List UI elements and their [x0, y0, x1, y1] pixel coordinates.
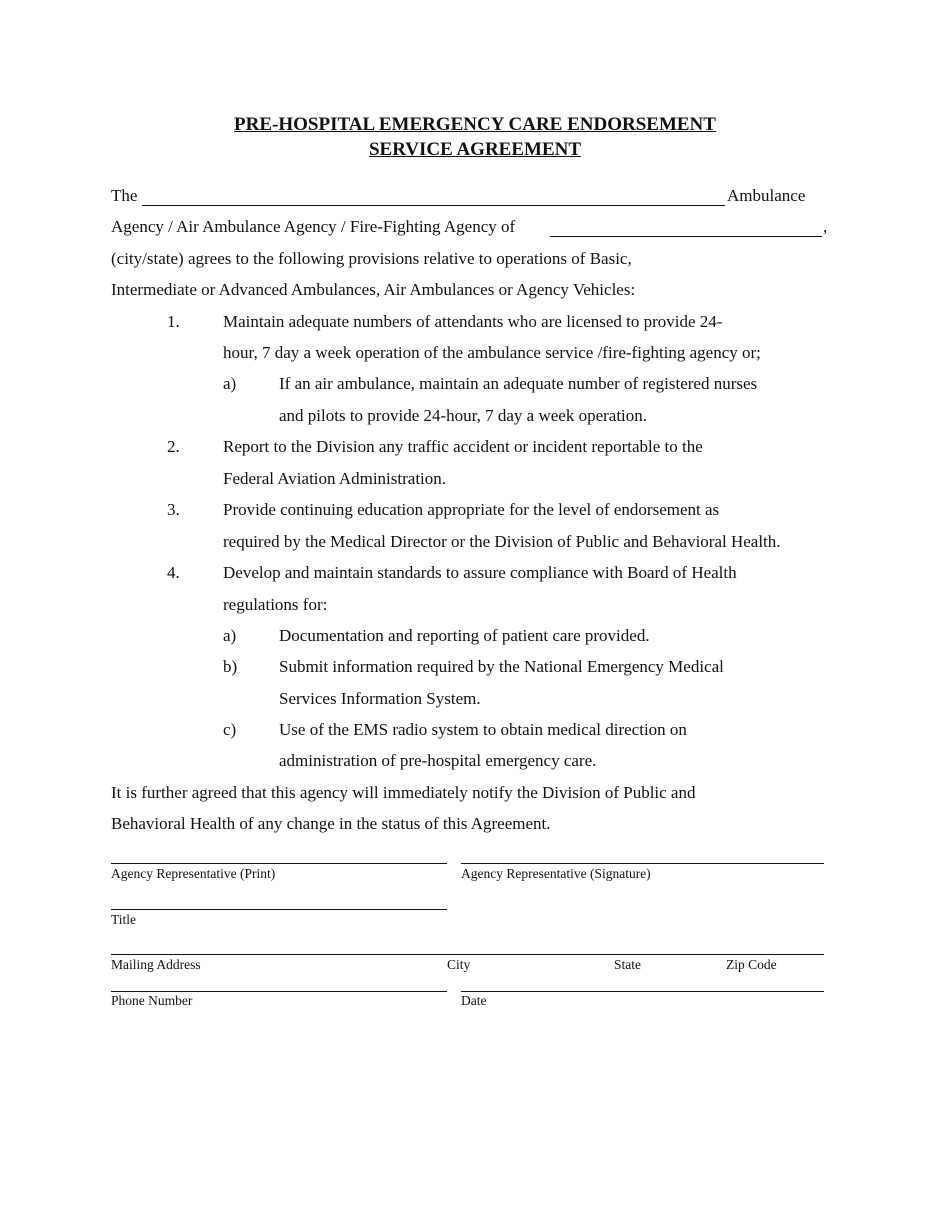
city-label: City [447, 957, 471, 972]
item-3-line1: Provide continuing education appropriate for the level of endorsement as [223, 500, 720, 519]
address-line[interactable] [111, 954, 824, 955]
rep-print-line[interactable] [111, 863, 447, 864]
item-1a-line2: and pilots to provide 24-hour, 7 day a week operation. [279, 406, 648, 425]
document-title-line2: SERVICE AGREEMENT [368, 139, 582, 160]
rep-signature-label: Agency Representative (Signature) [461, 866, 651, 881]
item-4-line2: regulations for: [223, 595, 328, 614]
rep-signature-line[interactable] [461, 863, 824, 864]
item-1-line2: hour, 7 day a week operation of the ambulance service /fire-fighting agency or; [223, 343, 761, 362]
item-4-number: 4. [167, 563, 180, 582]
item-4a-line1: Documentation and reporting of patient care provided. [279, 626, 650, 645]
agency-name-blank[interactable] [142, 205, 725, 206]
document-title-line1: PRE-HOSPITAL EMERGENCY CARE ENDORSEMENT [234, 114, 716, 135]
state-label: State [614, 957, 641, 972]
item-2-line1: Report to the Division any traffic accident or incident reportable to the [223, 437, 703, 456]
title-label: Title [111, 912, 137, 927]
item-4-line1: Develop and maintain standards to assure compliance with Board of Health [223, 563, 737, 582]
item-1-line1: Maintain adequate numbers of attendants who are licensed to provide 24- [223, 312, 723, 331]
intro-line2: Agency / Air Ambulance Agency / Fire-Fighting Agency of [111, 217, 516, 236]
rep-print-label: Agency Representative (Print) [111, 866, 276, 881]
item-2-line2: Federal Aviation Administration. [223, 469, 447, 488]
intro-comma: , [823, 217, 828, 236]
intro-ambulance: Ambulance [727, 186, 806, 205]
phone-line[interactable] [111, 991, 447, 992]
title-line[interactable] [111, 909, 447, 910]
item-4b-label: b) [223, 657, 238, 676]
item-1a-line1: If an air ambulance, maintain an adequate number of registered nurses [279, 374, 758, 393]
city-state-blank[interactable] [550, 236, 822, 237]
item-4b-line1: Submit information required by the National Emergency Medical [279, 657, 724, 676]
closing-line2: Behavioral Health of any change in the status of this Agreement. [111, 814, 551, 833]
item-4b-line2: Services Information System. [279, 689, 481, 708]
item-3-line2: required by the Medical Director or the Division of Public and Behavioral Health. [223, 532, 781, 551]
item-3-number: 3. [167, 500, 180, 519]
date-label: Date [461, 993, 487, 1008]
mailing-address-label: Mailing Address [111, 957, 201, 972]
item-4c-label: c) [223, 720, 237, 739]
intro-the: The [111, 186, 138, 205]
item-4a-label: a) [223, 626, 237, 645]
intro-line3: (city/state) agrees to the following provisions relative to operations of Basic, [111, 249, 632, 268]
zip-code-label: Zip Code [726, 957, 777, 972]
item-2-number: 2. [167, 437, 180, 456]
item-4c-line1: Use of the EMS radio system to obtain medical direction on [279, 720, 687, 739]
intro-line4: Intermediate or Advanced Ambulances, Air Ambulances or Agency Vehicles: [111, 280, 636, 299]
item-4c-line2: administration of pre-hospital emergency care. [279, 751, 597, 770]
item-1-number: 1. [167, 312, 180, 331]
phone-number-label: Phone Number [111, 993, 193, 1008]
date-line[interactable] [461, 991, 824, 992]
closing-line1: It is further agreed that this agency will immediately notify the Division of Public and [111, 783, 696, 802]
item-1a-label: a) [223, 374, 237, 393]
